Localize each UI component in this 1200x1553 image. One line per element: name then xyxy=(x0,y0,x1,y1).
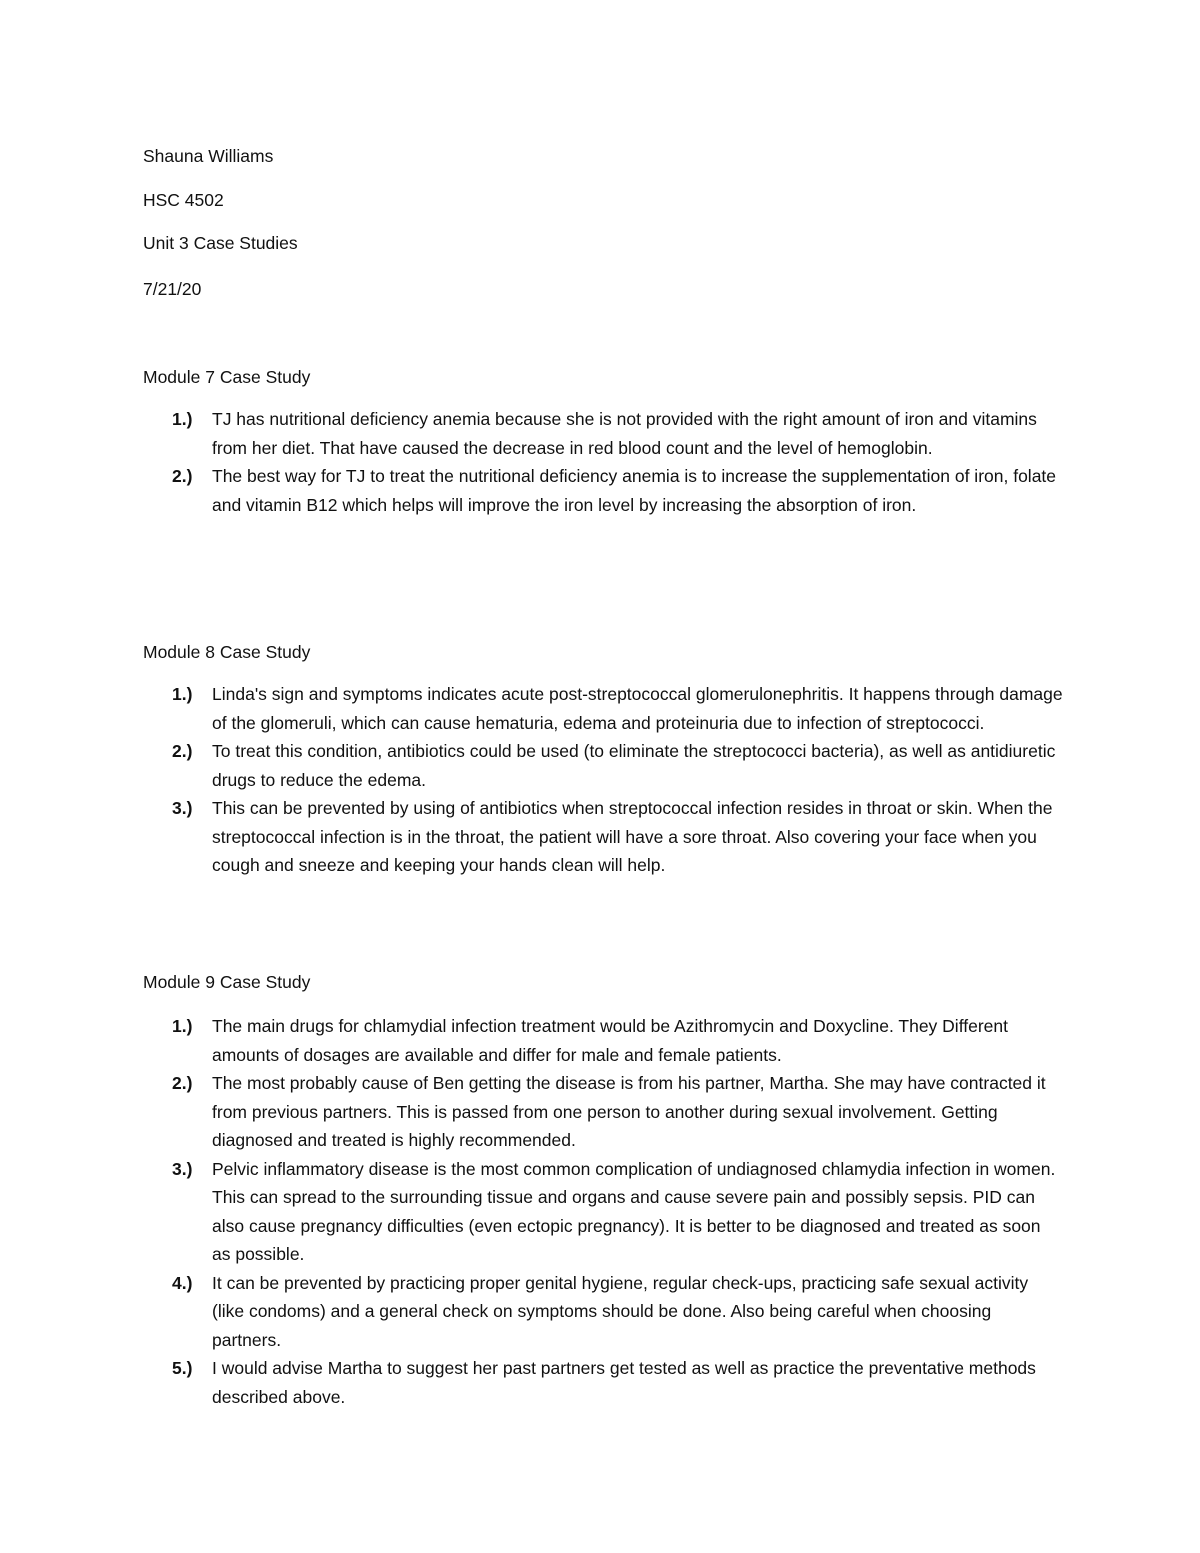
item-number: 2.) xyxy=(172,466,193,486)
list-item xyxy=(143,1269,1063,1355)
assignment-title: Unit 3 Case Studies xyxy=(143,233,298,253)
item-text: The most probably cause of Ben getting the disease is from his partner, Martha. She may have contracted it from previous partners. This is passed from one person to another during sexual involvement. Getting diagnosed and treated is highly recommended. xyxy=(212,1073,1046,1150)
list-item xyxy=(143,462,1063,519)
item-number: 1.) xyxy=(172,684,193,704)
item-text: This can be prevented by using of antibiotics when streptococcal infection resides in throat or skin. When the streptococcal infection is in the throat, the patient will have a sore throat. Also covering your face when you cough and sneeze and keeping your hands clean will help. xyxy=(212,798,1053,875)
module-8-answers xyxy=(143,680,1063,880)
course-code: HSC 4502 xyxy=(143,190,224,210)
item-number: 5.) xyxy=(172,1358,193,1378)
item-number: 2.) xyxy=(172,1073,193,1093)
item-text: Pelvic inflammatory disease is the most common complication of undiagnosed chlamydia infection in women. This can spread to the surrounding tissue and organs and cause severe pain and possibly sepsis. PID can also cause pregnancy difficulties (even ectopic pregnancy). It is better to be diagnosed and treated as soon as possible. xyxy=(212,1158,1056,1264)
item-text: To treat this condition, antibiotics could be used (to eliminate the streptococci bacteria), as well as antidiuretic drugs to reduce the edema. xyxy=(212,741,1056,790)
list-item xyxy=(143,405,1063,462)
item-number: 2.) xyxy=(172,741,193,761)
module-9-title: Module 9 Case Study xyxy=(143,972,311,992)
item-text: It can be prevented by practicing proper genital hygiene, regular check-ups, practicing safe sexual activity (like condoms) and a general check on symptoms should be done. Also being careful when choosing partners. xyxy=(212,1272,1029,1350)
module-8-title: Module 8 Case Study xyxy=(143,642,311,662)
list-item xyxy=(143,1069,1063,1155)
list-item xyxy=(143,737,1063,794)
module-9-answers xyxy=(143,1012,1063,1411)
item-text: The main drugs for chlamydial infection treatment would be Azithromycin and Doxycline. They Different amounts of dosages are available and differ for male and female patients. xyxy=(212,1016,1008,1065)
list-item xyxy=(143,1354,1063,1411)
item-number: 1.) xyxy=(172,1016,193,1036)
list-item xyxy=(143,1155,1063,1269)
item-text: I would advise Martha to suggest her past partners get tested as well as practice the preventative methods described above. xyxy=(212,1358,1036,1407)
module-7-answers xyxy=(143,405,1063,519)
module-7-title: Module 7 Case Study xyxy=(143,367,311,387)
item-number: 4.) xyxy=(172,1272,193,1293)
list-item xyxy=(143,1012,1063,1069)
list-item xyxy=(143,680,1063,737)
item-text: TJ has nutritional deficiency anemia because she is not provided with the right amount of iron and vitamins from her diet. That have caused the decrease in red blood count and the level of hemoglobin. xyxy=(212,409,1037,458)
document-date: 7/21/20 xyxy=(143,279,202,299)
author-name: Shauna Williams xyxy=(143,146,274,166)
item-text: The best way for TJ to treat the nutritional deficiency anemia is to increase the supplementation of iron, folate and vitamin B12 which helps will improve the iron level by increasing the absorption of iron. xyxy=(212,466,1057,515)
list-item xyxy=(143,794,1063,880)
item-number: 3.) xyxy=(172,798,193,818)
item-number: 3.) xyxy=(172,1158,193,1179)
item-text: Linda's sign and symptoms indicates acute post-streptococcal glomerulonephritis. It happens through damage of the glomeruli, which can cause hematuria, edema and proteinuria due to infection of streptococci. xyxy=(212,684,1063,733)
item-number: 1.) xyxy=(172,409,193,429)
